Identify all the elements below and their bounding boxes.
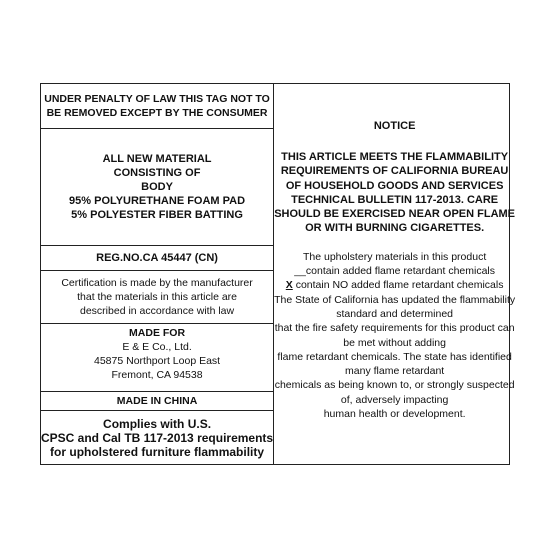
flame-retardant-disclosure	[274, 250, 515, 422]
company-name: E & E Co., Ltd.	[122, 341, 192, 353]
notice-title: NOTICE	[373, 120, 416, 132]
disclosure-line: that the fire safety requirements for this product can	[274, 322, 515, 335]
origin-cell	[41, 392, 273, 411]
country-of-origin: MADE IN CHINA	[116, 395, 198, 407]
disclosure-intro: The upholstery materials in this product	[302, 250, 487, 263]
option-blank-mark: __	[294, 265, 306, 278]
disclosure-line: standard and determined	[336, 307, 453, 320]
penalty-line: BE REMOVED EXCEPT BY THE CONSUMER	[46, 107, 268, 119]
compliance-line: CPSC and Cal TB 117-2013 requirements	[41, 430, 274, 445]
registration-number: REG.NO.CA 45447 (CN)	[96, 252, 218, 264]
option-without-chemicals	[274, 278, 515, 292]
option-x-mark: X	[285, 279, 293, 292]
address-line: Fremont, CA 94538	[111, 369, 203, 381]
compliance-line: Complies with U.S.	[103, 416, 212, 431]
statement-line: REQUIREMENTS OF CALIFORNIA BUREAU	[280, 165, 509, 178]
compliance-line: for upholstered furniture flammability	[50, 444, 265, 459]
statement-line: SHOULD BE EXERCISED NEAR OPEN FLAME	[274, 208, 516, 221]
option-with-chemicals	[274, 264, 515, 278]
disclosure-line: chemicals as being known to, or strongly suspected	[274, 379, 515, 392]
disclosure-line: The State of California has updated the flammability	[274, 293, 516, 306]
statement-line: OF HOUSEHOLD GOODS AND SERVICES	[285, 179, 504, 192]
certification-cell	[41, 271, 273, 324]
statement-line: THIS ARTICLE MEETS THE FLAMMABILITY	[281, 151, 509, 163]
tag-left-column	[41, 84, 274, 464]
material-line: 5% POLYESTER FIBER BATTING	[71, 209, 243, 221]
disclosure-line: of, adversely impacting	[340, 393, 449, 406]
address-line: 45875 Northport Loop East	[94, 355, 221, 367]
material-content	[41, 129, 273, 246]
compliance-cell	[41, 411, 273, 464]
certification-line: that the materials in this article are	[77, 291, 237, 303]
made-for-label: MADE FOR	[129, 327, 186, 339]
law-tag	[40, 83, 516, 465]
penalty-notice	[41, 84, 273, 129]
made-for-cell	[41, 324, 273, 392]
disclosure-line: many flame retardant	[345, 365, 445, 378]
material-line: CONSISTING OF	[113, 167, 201, 179]
certification-line: described in accordance with law	[80, 305, 235, 317]
disclosure-line: human health or development.	[323, 408, 466, 421]
option-with-chemicals-text: contain added flame retardant chemicals	[305, 265, 496, 278]
material-line: ALL NEW MATERIAL	[102, 153, 212, 165]
disclosure-line: be met without adding	[343, 336, 446, 349]
material-line: 95% POLYURETHANE FOAM PAD	[69, 195, 246, 207]
penalty-line: UNDER PENALTY OF LAW THIS TAG NOT TO	[44, 93, 270, 105]
tag-right-column	[274, 84, 515, 464]
certification-line: Certification is made by the manufacturer	[61, 277, 253, 289]
disclosure-line: flame retardant chemicals. The state has identified	[277, 350, 512, 363]
option-without-chemicals-text: contain NO added flame retardant chemicals	[292, 279, 504, 292]
flammability-statement	[274, 150, 515, 236]
registration-number-cell	[41, 246, 273, 271]
statement-line: OR WITH BURNING CIGARETTES.	[305, 222, 485, 235]
material-line: BODY	[141, 181, 173, 193]
statement-line: TECHNICAL BULLETIN 117-2013. CARE	[291, 193, 499, 206]
